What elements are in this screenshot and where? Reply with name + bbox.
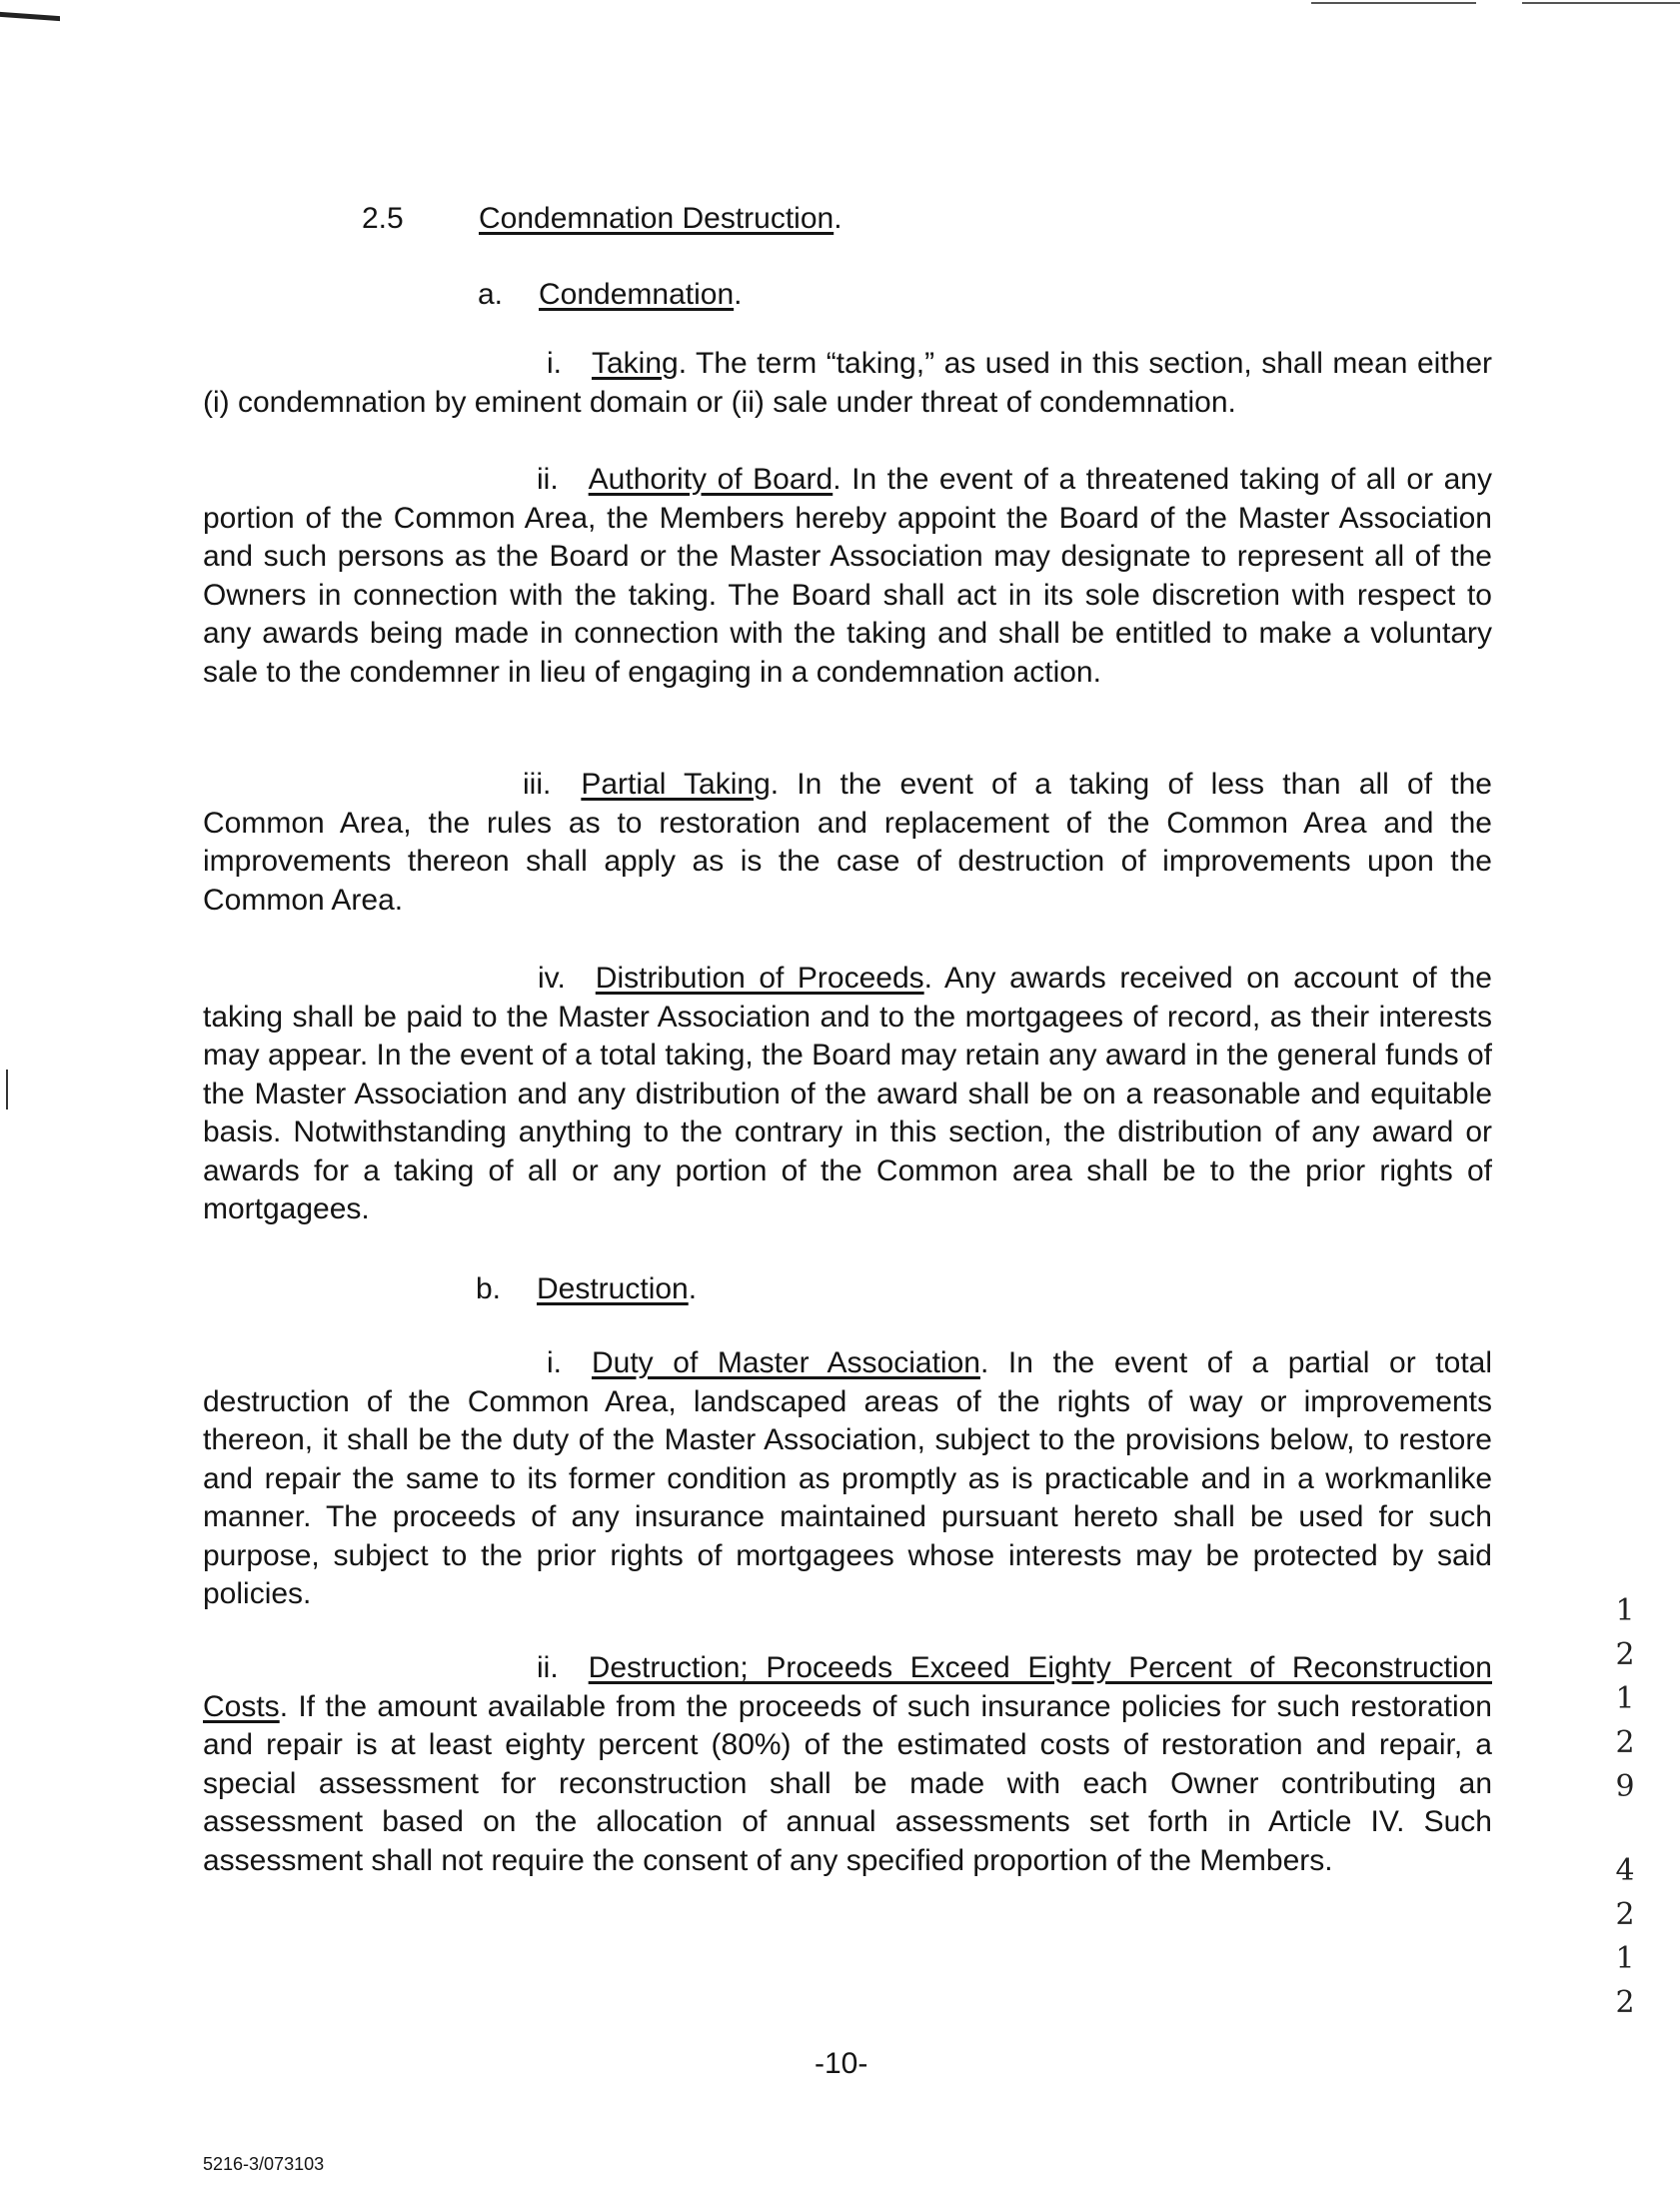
paragraph-a-iv: iv. Distribution of Proceeds. Any awards received on account of the taking shall be paid to the Master Association and to the mortgagees of record, as their interests may appear. In the event of a total taking, the Board may retain any award in the general funds of the Master Association and any distribution of the award shall be on a reasonable and equitable basis. Notwithstanding anything to the contrary in this section, the distribution of any award or awards for a taking of all or any portion of the Common area shall be to the prior rights of mortgagees. [203,962,1492,1225]
section-number: 2.5 [362,202,404,235]
section-heading: 2.5 Condemnation Destruction. [362,200,842,238]
section-title: Condemnation Destruction [479,202,835,235]
scan-margin-line [6,1070,8,1109]
paragraph-a-iii: iii. Partial Taking. In the event of a taking of less than all of the Common Area, the rules as to restoration and replacement of the Common Area and the improvements thereon shall apply as is the case of destruction of improvements upon the Common Area. [203,768,1492,917]
scan-mark [0,12,60,21]
scan-rule [1311,2,1476,4]
subsection-b-title: Destruction [537,1272,689,1305]
paragraph-a-iv-title: Distribution of Proceeds [595,962,924,995]
paragraph-b-ii: ii. Destruction; Proceeds Exceed Eighty Percent of Reconstruction Costs. If the amount available from the proceeds of such insurance policies for such restoration and repair is at least eighty percent (80%) of the estimated costs of restoration and repair, a special assessment for reconstruction shall be made with each Owner contributing an assessment based on the allocation of annual assessments set forth in Article IV. Such assessment shall not require the consent of any specified proportion of the Members. [203,1651,1492,1877]
paragraph-b-i-title: Duty of Master Association [592,1346,980,1379]
paragraph-a-i-title: Taking [592,347,679,380]
subsection-b-heading: b. Destruction. [476,1272,698,1305]
scan-rule [1522,2,1680,4]
subsection-a-title: Condemnation [539,278,735,311]
subsection-a-heading: a. Condemnation. [478,278,743,311]
paragraph-a-iii-title: Partial Taking [581,768,771,801]
paragraph-b-ii-title: Destruction; Proceeds Exceed Eighty Percent of Reconstruction Costs [203,1651,1492,1723]
paragraph-b-i: i. Duty of Master Association. In the event of a partial or total destruction of the Common Area, landscaped areas of the rights of way or improvements thereon, it shall be the duty of the Master Association, subject to the provisions below, to restore and repair the same to its former condition as promptly as is practicable and in a workmanlike manner. The proceeds of any insurance maintained pursuant hereto shall be used for such purpose, subject to the prior rights of mortgagees whose interests may be protected by said policies. [203,1346,1492,1610]
paragraph-a-ii-title: Authority of Board [588,463,834,496]
margin-stamp: 1 2 1 2 9 4 2 1 2 [1615,1593,1635,2020]
paragraph-a-i: i. Taking. The term “taking,” as used in this section, shall mean either (i) condemnation by eminent domain or (ii) sale under threat of condemnation. [203,347,1492,419]
document-code: 5216-3/073103 [203,2154,325,2174]
page-number: -10- [815,2047,868,2080]
paragraph-a-ii: ii. Authority of Board. In the event of a threatened taking of all or any portion of the Common Area, the Members hereby appoint the Board of the Master Association and such persons as the Board or the Master Association may designate to represent all of the Owners in connection with the taking. The Board shall act in its sole discretion with respect to any awards being made in connection with the taking and shall be entitled to make a voluntary sale to the condemner in lieu of engaging in a condemnation action. [203,463,1492,689]
